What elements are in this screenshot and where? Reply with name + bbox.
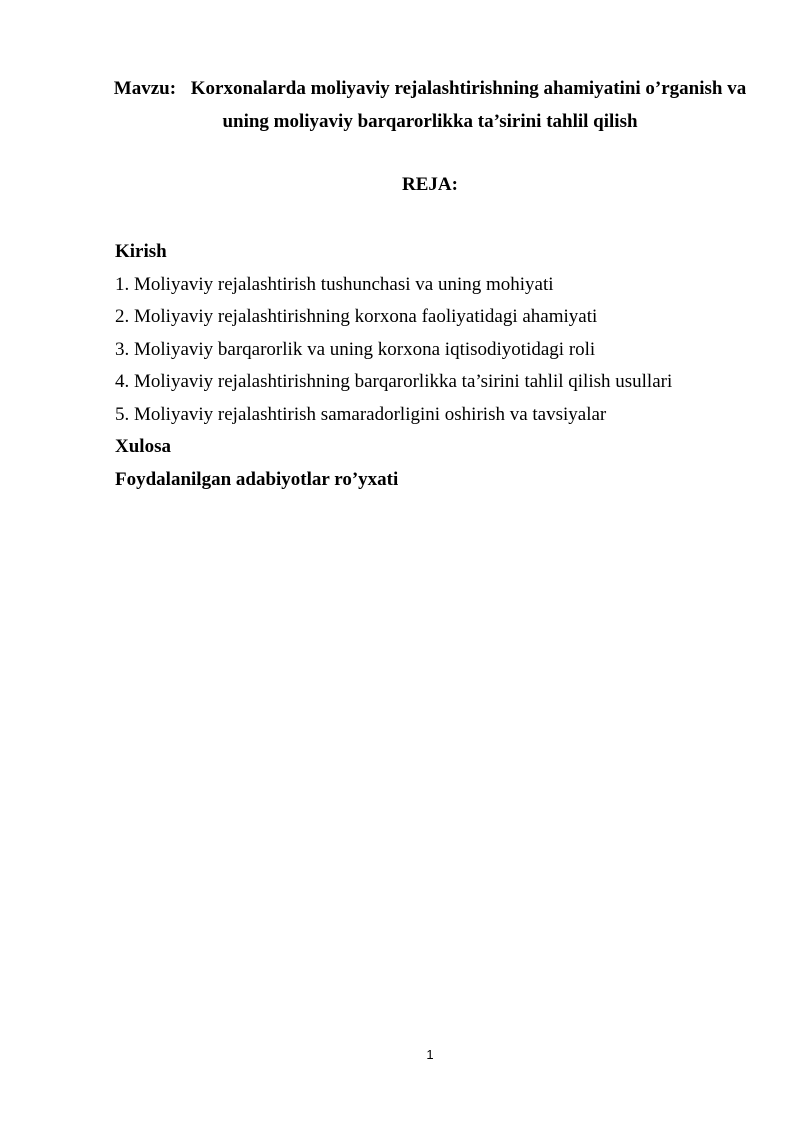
topic-text: Korxonalarda moliyaviy rejalashtirishning ahamiyatini o’rganish va uning moliyaviy barqarorlikka ta’sirini tahlil qilish: [190, 78, 747, 132]
document-topic: [100, 72, 760, 138]
plan-heading: REJA:: [402, 174, 458, 195]
contents-item: 1. Moliyaviy rejalashtirish tushunchasi va uning mohiyati: [115, 273, 554, 295]
contents-item: 4. Moliyaviy rejalashtirishning barqarorlikka ta’sirini tahlil qilish usullari: [115, 371, 673, 392]
contents-item: 5. Moliyaviy rejalashtirish samaradorligini oshirish va tavsiyalar: [115, 403, 607, 425]
contents-conclusion: Xulosa: [115, 436, 171, 457]
contents-intro: Kirish: [115, 241, 167, 262]
contents-item: 2. Moliyaviy rejalashtirishning korxona faoliyatidagi ahamiyati: [115, 306, 598, 327]
page-number: 1: [426, 1047, 434, 1062]
topic-label: Mavzu:: [113, 78, 177, 99]
table-of-contents: [115, 236, 755, 496]
contents-item: 3. Moliyaviy barqarorlik va uning korxona iqtisodiyotidagi roli: [115, 338, 596, 360]
contents-references: Foydalanilgan adabiyotlar ro’yxati: [115, 468, 399, 490]
